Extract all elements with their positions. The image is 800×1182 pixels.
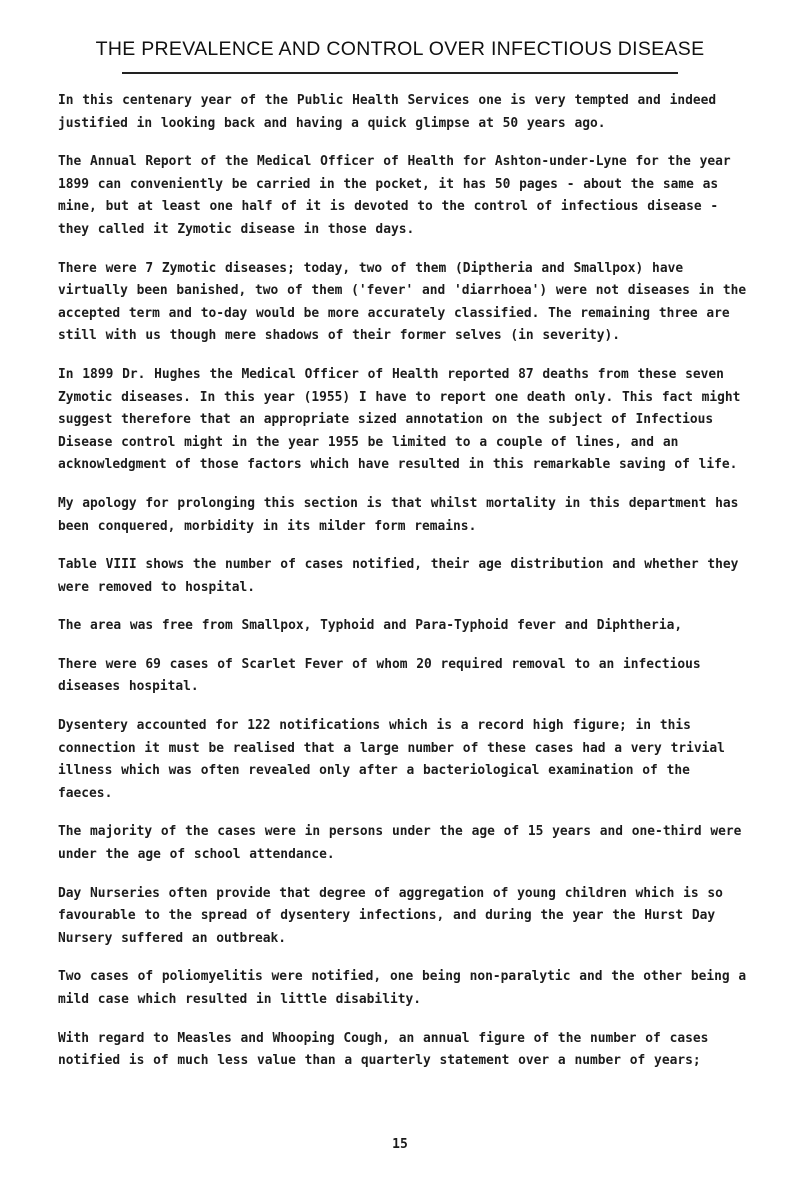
paragraph: Two cases of poliomyelitis were notified, one being non-paralytic and the other being a mild case which resulted in little disability. [58,969,747,1007]
paragraph: There were 7 Zymotic diseases; today, two of them (Diptheria and Smallpox) have virtually been banished, two of them ('fever' and 'diarrhoea') were not diseases in the accepted term and to-day would be more accurately classified. The remaining three are still with us though mere shadows of their former selves (in severity). [58,260,747,344]
paragraph: In this centenary year of the Public Health Services one is very tempted and indeed justified in looking back and having a quick glimpse at 50 years ago. [58,93,717,131]
paragraph: There were 69 cases of Scarlet Fever of whom 20 required removal to an infectious diseases hospital. [58,656,701,695]
paragraph: Dysentery accounted for 122 notifications which is a record high figure; in this connection it must be realised that a large number of these cases had a very trivial illness which was often revealed only after a bacteriological examination of the faeces. [58,718,725,801]
paragraph: My apology for prolonging this section is that whilst mortality in this department has been conquered, morbidity in its milder form remains. [58,495,739,534]
page-heading: THE PREVALENCE AND CONTROL OVER INFECTIOUS DISEASE [95,38,705,60]
paragraph: The majority of the cases were in persons under the age of 15 years and one-third were under the age of school attendance. [58,824,742,863]
paragraph: Day Nurseries often provide that degree of aggregation of young children which is so favourable to the spread of dysentery infections, and during the year the Hurst Day Nursery suffered an outbreak. [58,885,723,946]
paragraph: The Annual Report of the Medical Officer of Health for Ashton-under-Lyne for the year 1899 can conveniently be carried in the pocket, it has 50 pages - about the same as mine, but at least one half of it is devoted to the control of infectious disease - they called it Zymotic disease in those days. [58,154,731,237]
body-text [58,90,748,1089]
page-number: 15 [392,1137,408,1152]
paragraph: With regard to Measles and Whooping Cough, an annual figure of the number of cases notified is of much less value than a quarterly statement over a number of years; [58,1030,709,1069]
paragraph: Table VIII shows the number of cases notified, their age distribution and whether they were removed to hospital. [58,557,739,595]
heading-rule [122,72,678,74]
paragraph: The area was free from Smallpox, Typhoid and Para-Typhoid fever and Diphtheria, [58,618,683,634]
paragraph: In 1899 Dr. Hughes the Medical Officer of Health reported 87 deaths from these seven Zymotic diseases. In this year (1955) I have to report one death only. This fact might suggest therefore that an appropriate sized annotation on the subject of Infectious Disease control might in the year 1955 be limited to a couple of lines, and an acknowledgment of those factors which have resulted in this remarkable saving of life. [58,366,741,473]
